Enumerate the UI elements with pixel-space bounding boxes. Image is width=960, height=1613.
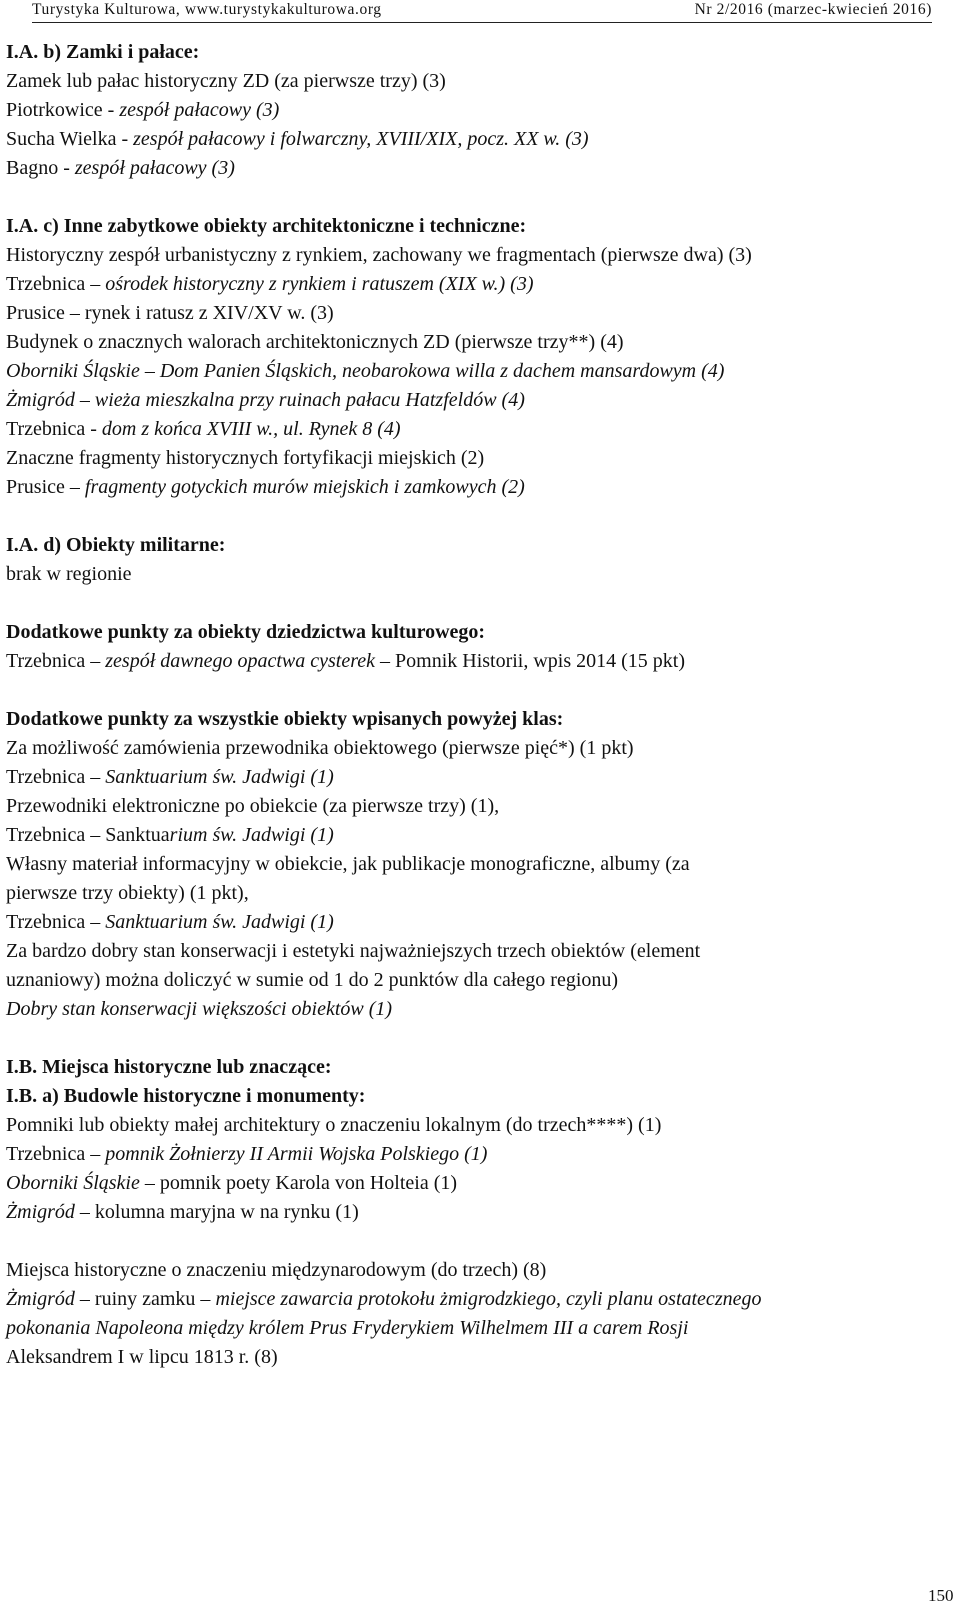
text-line <box>6 241 946 270</box>
text-segment: Trzebnica – <box>6 1143 106 1165</box>
heading-text: I.B. a) Budowle historyczne i monumenty: <box>6 1085 366 1107</box>
heading-text: Dodatkowe punkty za obiekty dziedzictwa kulturowego: <box>6 621 486 643</box>
text-segment: – ruiny zamku – <box>74 1288 216 1310</box>
text-segment: Przewodniki elektroniczne po obiekcie (za pierwsze trzy) (1), <box>6 795 500 817</box>
italic-text: dom z końca XVIII w., ul. Rynek 8 (4) <box>101 418 401 440</box>
text-line <box>6 908 946 937</box>
text-line <box>6 212 946 241</box>
text-segment: Własny materiał informacyjny w obiekcie, jak publikacje monograficzne, albumy (za <box>6 853 690 875</box>
text-segment: Piotrkowice - <box>6 99 120 121</box>
italic-text: pomnik Żołnierzy II Armii Wojska Polskiego (1) <box>105 1143 488 1165</box>
text-segment: Trzebnica – Sanktua <box>6 824 170 846</box>
heading-text: I.A. b) Zamki i pałace: <box>6 41 200 63</box>
text-segment: Budynek o znacznych walorach architektonicznych ZD (pierwsze trzy**) (4) <box>6 331 624 353</box>
text-segment: Trzebnica - <box>6 418 102 440</box>
italic-text: Oborniki Śląskie <box>6 1172 140 1194</box>
text-line <box>6 38 946 67</box>
text-segment: Trzebnica – <box>6 911 106 933</box>
text-line <box>6 560 946 589</box>
text-segment: Miejsca historyczne o znaczeniu międzynarodowym (do trzech) (8) <box>6 1259 547 1281</box>
paragraph-gap <box>6 183 946 212</box>
text-segment: pierwsze trzy obiekty) (1 pkt), <box>6 882 249 904</box>
text-line <box>6 966 946 995</box>
text-line <box>6 792 946 821</box>
text-segment: Historyczny zespół urbanistyczny z rynkiem, zachowany we fragmentach (pierwsze dwa) (3) <box>6 244 752 266</box>
text-line <box>6 1082 946 1111</box>
italic-text: miejsce zawarcia protokołu żmigrodzkiego, czyli planu ostatecznego <box>215 1288 762 1310</box>
text-line <box>6 328 946 357</box>
italic-text: fragmenty gotyckich murów miejskich i zamkowych (2) <box>84 476 525 498</box>
heading-text: I.B. Miejsca historyczne lub znaczące: <box>6 1056 332 1078</box>
paragraph-gap <box>6 1024 946 1053</box>
italic-text: ośrodek historyczny z rynkiem i ratuszem (XIX w.) (3) <box>105 273 534 295</box>
text-line <box>6 734 946 763</box>
text-line <box>6 1285 946 1314</box>
journal-title: Turystyka Kulturowa, www.turystykakulturowa.org <box>32 1 382 18</box>
text-line <box>6 1053 946 1082</box>
text-line <box>6 1198 946 1227</box>
text-line <box>6 879 946 908</box>
italic-text: Sanktuarium św. Jadwigi (1) <box>105 911 334 933</box>
text-line <box>6 705 946 734</box>
text-segment: – Pomnik Historii, wpis 2014 (15 pkt) <box>375 650 686 672</box>
text-line <box>6 444 946 473</box>
text-line <box>6 357 946 386</box>
paragraph-gap <box>6 1227 946 1256</box>
text-line <box>6 531 946 560</box>
paragraph-gap <box>6 589 946 618</box>
text-line <box>6 125 946 154</box>
text-line <box>6 1169 946 1198</box>
heading-text: I.A. c) Inne zabytkowe obiekty architektoniczne i techniczne: <box>6 215 527 237</box>
text-segment: uznaniowy) można doliczyć w sumie od 1 do 2 punktów dla całego regionu) <box>6 969 619 991</box>
text-segment: Znaczne fragmenty historycznych fortyfikacji miejskich (2) <box>6 447 485 469</box>
italic-text: rium św. Jadwigi (1) <box>169 824 334 846</box>
text-segment: – kolumna maryjna w na rynku (1) <box>74 1201 359 1223</box>
paragraph-gap <box>6 676 946 705</box>
text-line <box>6 270 946 299</box>
italic-text: Żmigród <box>6 1288 75 1310</box>
text-segment: Za bardzo dobry stan konserwacji i estetyki najważniejszych trzech obiektów (element <box>6 940 701 962</box>
text-segment: Sucha Wielka - <box>6 128 134 150</box>
italic-text: Żmigród – wieża mieszkalna przy ruinach pałacu Hatzfeldów (4) <box>6 389 525 411</box>
text-segment: Trzebnica – <box>6 273 106 295</box>
text-line <box>6 96 946 125</box>
text-segment: Trzebnica – <box>6 766 106 788</box>
text-line <box>6 1314 946 1343</box>
text-line <box>6 473 946 502</box>
text-segment: Zamek lub pałac historyczny ZD (za pierwsze trzy) (3) <box>6 70 446 92</box>
text-segment: Trzebnica – <box>6 650 106 672</box>
italic-text: zespół pałacowy (3) <box>119 99 280 121</box>
text-line <box>6 1140 946 1169</box>
heading-text: I.A. d) Obiekty militarne: <box>6 534 226 556</box>
text-line <box>6 154 946 183</box>
text-line <box>6 1343 946 1372</box>
page-number: 150 <box>928 1586 954 1605</box>
text-segment: Bagno - <box>6 157 75 179</box>
italic-text: zespół dawnego opactwa cysterek <box>105 650 376 672</box>
document-body <box>6 38 946 1372</box>
text-line <box>6 995 946 1024</box>
text-line <box>6 821 946 850</box>
text-segment: Za możliwość zamówienia przewodnika obiektowego (pierwsze pięć*) (1 pkt) <box>6 737 634 759</box>
paragraph-gap <box>6 502 946 531</box>
text-line <box>6 850 946 879</box>
italic-text: zespół pałacowy i folwarczny, XVIII/XIX, pocz. XX w. (3) <box>133 128 589 150</box>
text-segment: Pomniki lub obiekty małej architektury o znaczeniu lokalnym (do trzech****) (1) <box>6 1114 662 1136</box>
italic-text: Oborniki Śląskie – Dom Panien Śląskich, neobarokowa willa z dachem mansardowym (4) <box>6 360 725 382</box>
italic-text: Dobry stan konserwacji większości obiektów (1) <box>6 998 393 1020</box>
italic-text: Żmigród <box>6 1201 75 1223</box>
italic-text: pokonania Napoleona między królem Prus Fryderykiem Wilhelmem III a carem Rosji <box>6 1317 689 1339</box>
text-line <box>6 415 946 444</box>
running-header <box>32 0 932 23</box>
text-line <box>6 618 946 647</box>
text-line <box>6 299 946 328</box>
text-line <box>6 647 946 676</box>
heading-text: Dodatkowe punkty za wszystkie obiekty wpisanych powyżej klas: <box>6 708 564 730</box>
text-segment: Aleksandrem I w lipcu 1813 r. (8) <box>6 1346 278 1368</box>
text-segment: brak w regionie <box>6 563 132 585</box>
text-line <box>6 763 946 792</box>
text-segment: – pomnik poety Karola von Holteia (1) <box>139 1172 458 1194</box>
issue-number: Nr 2/2016 (marzec-kwiecień 2016) <box>694 1 932 18</box>
text-segment: Prusice – rynek i ratusz z XIV/XV w. (3) <box>6 302 334 324</box>
text-line <box>6 1111 946 1140</box>
text-line <box>6 1256 946 1285</box>
italic-text: Sanktuarium św. Jadwigi (1) <box>105 766 334 788</box>
text-line <box>6 67 946 96</box>
text-segment: Prusice – <box>6 476 85 498</box>
text-line <box>6 386 946 415</box>
italic-text: zespół pałacowy (3) <box>74 157 235 179</box>
text-line <box>6 937 946 966</box>
